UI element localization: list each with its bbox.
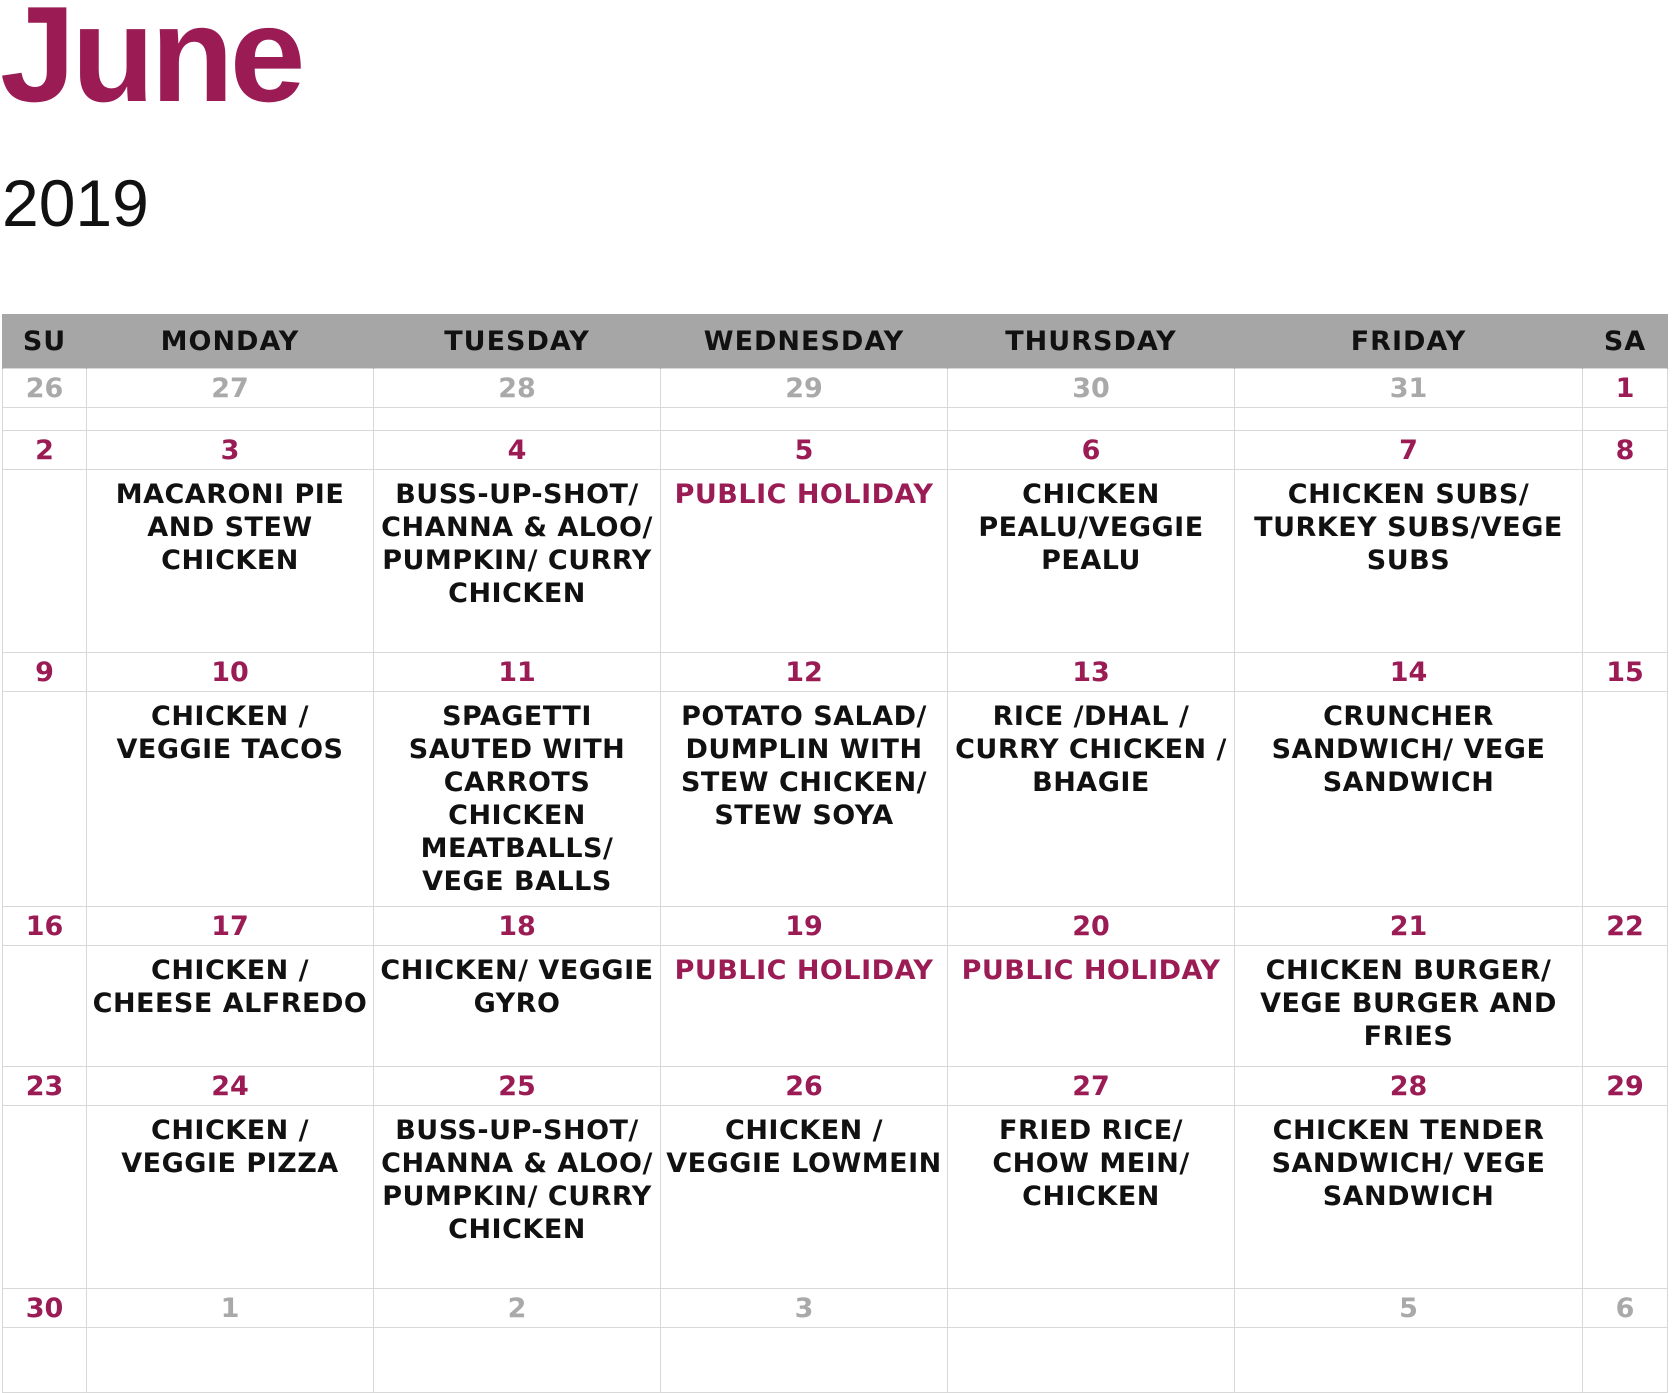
weekday-header-tuesday: TUESDAY — [374, 314, 661, 369]
meal-entry: CHICKEN BURGER/ VEGE BURGER AND FRIES — [1235, 946, 1583, 1067]
day-number: 5 — [1235, 1289, 1583, 1328]
meal-entry — [374, 408, 661, 431]
meal-entry: CHICKEN/ VEGGIE GYRO — [374, 946, 661, 1067]
day-number: 8 — [1583, 431, 1668, 470]
weekday-header-thursday: THURSDAY — [948, 314, 1235, 369]
day-number: 14 — [1235, 653, 1583, 692]
meal-entry: CHICKEN / CHEESE ALFREDO — [87, 946, 374, 1067]
weekday-header-monday: MONDAY — [87, 314, 374, 369]
meal-entry — [1583, 408, 1668, 431]
day-number: 28 — [1235, 1067, 1583, 1106]
meal-entry: FRIED RICE/ CHOW MEIN/ CHICKEN — [948, 1106, 1235, 1289]
meal-entry — [661, 1328, 948, 1393]
week-meal-row — [3, 1328, 1668, 1393]
meal-entry: POTATO SALAD/ DUMPLIN WITH STEW CHICKEN/ STEW SOYA — [661, 692, 948, 907]
week-meal-row — [3, 946, 1668, 1067]
day-number: 9 — [3, 653, 87, 692]
meal-entry: CHICKEN SUBS/ TURKEY SUBS/VEGE SUBS — [1235, 470, 1583, 653]
day-number: 1 — [1583, 369, 1668, 408]
meal-entry — [1583, 1328, 1668, 1393]
day-number: 2 — [3, 431, 87, 470]
day-number: 19 — [661, 907, 948, 946]
day-number: 20 — [948, 907, 1235, 946]
week-date-row — [3, 653, 1668, 692]
day-number: 3 — [87, 431, 374, 470]
meal-entry — [87, 1328, 374, 1393]
day-number: 25 — [374, 1067, 661, 1106]
day-number: 28 — [374, 369, 661, 408]
day-number: 6 — [1583, 1289, 1668, 1328]
day-number: 13 — [948, 653, 1235, 692]
meal-entry — [1583, 692, 1668, 907]
day-number: 12 — [661, 653, 948, 692]
day-number: 2 — [374, 1289, 661, 1328]
day-number: 22 — [1583, 907, 1668, 946]
meal-entry: CHICKEN PEALU/VEGGIE PEALU — [948, 470, 1235, 653]
day-number: 4 — [374, 431, 661, 470]
day-number: 31 — [1235, 369, 1583, 408]
week-meal-row — [3, 470, 1668, 653]
calendar-grid — [2, 314, 1668, 1393]
day-number: 17 — [87, 907, 374, 946]
day-number: 30 — [948, 369, 1235, 408]
meal-entry: CHICKEN / VEGGIE TACOS — [87, 692, 374, 907]
month-title: June — [0, 0, 302, 130]
day-number: 6 — [948, 431, 1235, 470]
meal-entry: BUSS-UP-SHOT/ CHANNA & ALOO/ PUMPKIN/ CURRY CHICKEN — [374, 1106, 661, 1289]
meal-entry: CHICKEN TENDER SANDWICH/ VEGE SANDWICH — [1235, 1106, 1583, 1289]
meal-entry — [1583, 946, 1668, 1067]
day-number: 23 — [3, 1067, 87, 1106]
meal-entry — [3, 692, 87, 907]
weekday-header-saturday: SA — [1583, 314, 1668, 369]
day-number: 30 — [3, 1289, 87, 1328]
week-date-row — [3, 1067, 1668, 1106]
day-number: 27 — [948, 1067, 1235, 1106]
meal-entry — [661, 408, 948, 431]
day-number: 3 — [661, 1289, 948, 1328]
week-date-row — [3, 1289, 1668, 1328]
day-number: 21 — [1235, 907, 1583, 946]
day-number: 18 — [374, 907, 661, 946]
day-number: 27 — [87, 369, 374, 408]
meal-entry — [3, 408, 87, 431]
day-number: 10 — [87, 653, 374, 692]
day-number: 16 — [3, 907, 87, 946]
day-number: 26 — [661, 1067, 948, 1106]
meal-entry — [948, 1328, 1235, 1393]
meal-entry: SPAGETTI SAUTED WITH CARROTS CHICKEN MEATBALLS/ VEGE BALLS — [374, 692, 661, 907]
meal-entry — [1583, 1106, 1668, 1289]
meal-entry — [87, 408, 374, 431]
day-number: 1 — [87, 1289, 374, 1328]
holiday-label: PUBLIC HOLIDAY — [661, 946, 948, 1067]
meal-entry — [1235, 1328, 1583, 1393]
weekday-header-row — [3, 314, 1668, 369]
day-number: 5 — [661, 431, 948, 470]
calendar-body — [3, 369, 1668, 1393]
day-number: 24 — [87, 1067, 374, 1106]
week-date-row — [3, 907, 1668, 946]
meal-entry: RICE /DHAL / CURRY CHICKEN / BHAGIE — [948, 692, 1235, 907]
meal-entry: CRUNCHER SANDWICH/ VEGE SANDWICH — [1235, 692, 1583, 907]
meal-entry — [948, 408, 1235, 431]
meal-entry — [374, 1328, 661, 1393]
meal-entry — [1583, 470, 1668, 653]
week-date-row — [3, 369, 1668, 408]
meal-entry — [3, 1328, 87, 1393]
meal-entry — [3, 470, 87, 653]
weekday-header-sunday: SU — [3, 314, 87, 369]
year-title: 2019 — [2, 166, 149, 240]
meal-entry: MACARONI PIE AND STEW CHICKEN — [87, 470, 374, 653]
meal-entry: BUSS-UP-SHOT/ CHANNA & ALOO/ PUMPKIN/ CURRY CHICKEN — [374, 470, 661, 653]
holiday-label: PUBLIC HOLIDAY — [948, 946, 1235, 1067]
day-number: 7 — [1235, 431, 1583, 470]
day-number: 29 — [661, 369, 948, 408]
day-number: 11 — [374, 653, 661, 692]
meal-entry: CHICKEN / VEGGIE LOWMEIN — [661, 1106, 948, 1289]
weekday-header-friday: FRIDAY — [1235, 314, 1583, 369]
day-number — [948, 1289, 1235, 1328]
meal-entry — [1235, 408, 1583, 431]
week-meal-row — [3, 408, 1668, 431]
week-meal-row — [3, 1106, 1668, 1289]
meal-entry — [3, 946, 87, 1067]
day-number: 29 — [1583, 1067, 1668, 1106]
day-number: 15 — [1583, 653, 1668, 692]
week-meal-row — [3, 692, 1668, 907]
meal-entry: CHICKEN / VEGGIE PIZZA — [87, 1106, 374, 1289]
day-number: 26 — [3, 369, 87, 408]
holiday-label: PUBLIC HOLIDAY — [661, 470, 948, 653]
meal-entry — [3, 1106, 87, 1289]
weekday-header-wednesday: WEDNESDAY — [661, 314, 948, 369]
week-date-row — [3, 431, 1668, 470]
